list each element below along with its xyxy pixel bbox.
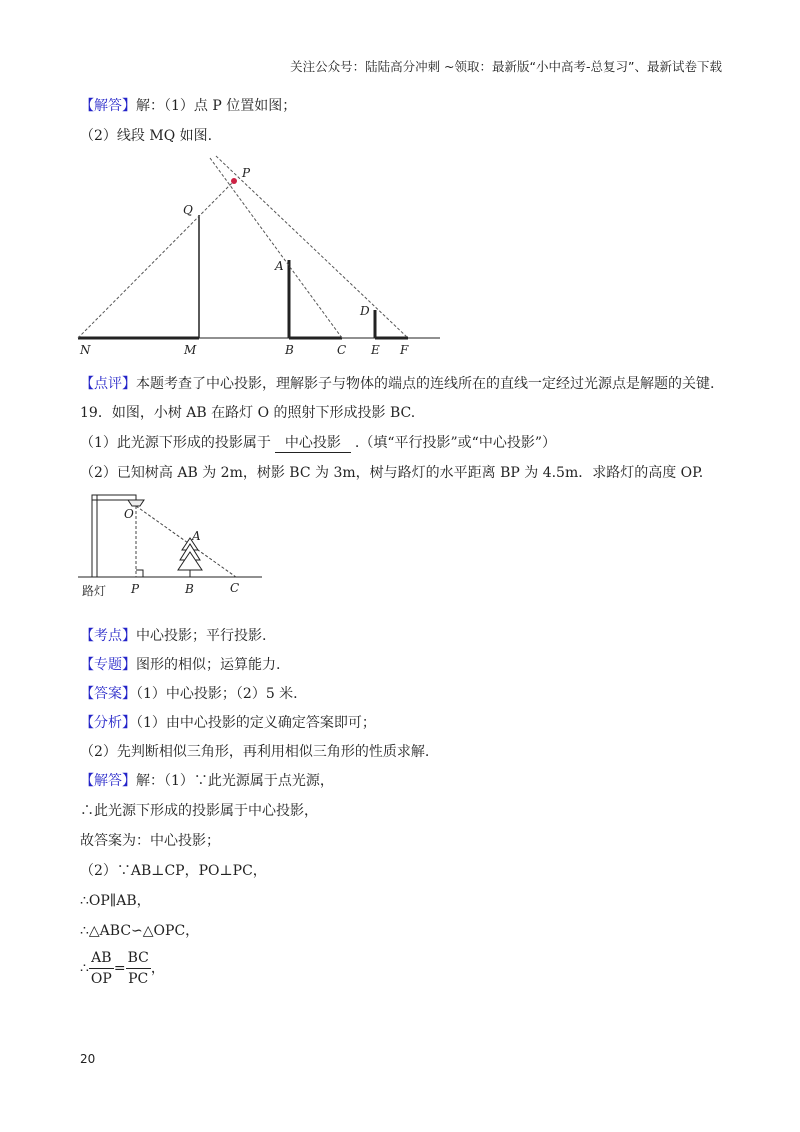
label-A: A (275, 259, 284, 273)
label-D: D (360, 304, 370, 318)
label-M: M (184, 343, 197, 357)
kaodian-tag: 【考点】 (80, 628, 136, 644)
fraction1-denominator: OP (90, 971, 112, 987)
page-header: 关注公众号：陆陆高分冲刺 ~领取：最新版“小中高考-总复习”、最新试卷下载 (290, 59, 722, 74)
solution19-line6: ∴△ABC∽△OPC， (80, 923, 200, 939)
label-Q: Q (183, 203, 193, 217)
tree-AB (178, 538, 202, 577)
solution19-line5: ∴OP∥AB， (80, 893, 151, 909)
solution18-line1 (80, 97, 296, 115)
label-P: P (242, 166, 251, 180)
part1-blank-answer: 中心投影 (275, 434, 351, 453)
solution-text: 解：（1）∵此光源属于点光源， (136, 773, 334, 789)
zhuanti-tag: 【专题】 (80, 657, 136, 673)
analysis-line2: （2）先判断相似三角形，再利用相似三角形的性质求解. (80, 744, 430, 760)
answer-text: （1）中心投影；（2）5 米. (136, 686, 298, 702)
solution-text: 解：（1）点 P 位置如图； (136, 98, 297, 114)
therefore-symbol: ∴ (80, 960, 89, 977)
label-E: E (371, 343, 380, 357)
fraction2-denominator: PC (128, 971, 149, 987)
equals-sign: = (113, 960, 126, 977)
solution19-line3: 故答案为：中心投影； (80, 833, 220, 849)
question19-part2: （2）已知树高 AB 为 2m，树影 BC 为 3m，树与路灯的水平距离 BP 为 4.5m．求路灯的高度 OP. (80, 465, 704, 481)
label-F: F (400, 343, 409, 357)
comment-text: 本题考查了中心投影，理解影子与物体的端点的连线所在的直线一定经过光源点是解题的关键. (136, 376, 715, 392)
lamp-head (128, 500, 144, 506)
comment-tag: 【点评】 (80, 376, 136, 392)
solution18-line2: （2）线段 MQ 如图. (80, 128, 213, 144)
ray-N-P (78, 181, 234, 338)
solution19-line2: ∴此光源下形成的投影属于中心投影， (80, 803, 318, 819)
solution-tag: 【解答】 (80, 98, 136, 114)
question19-part1 (80, 434, 556, 453)
solution19-line4: （2）∵AB⊥CP，PO⊥PC， (80, 863, 267, 879)
label-A: A (192, 529, 201, 543)
label-C: C (337, 343, 347, 357)
solution19-ratio (80, 948, 165, 989)
lamp-arm (92, 495, 136, 500)
zhuanti-text: 图形的相似；运算能力. (136, 657, 281, 673)
comment18 (80, 375, 714, 393)
label-streetlamp: 路灯 (82, 584, 107, 598)
answer-tag: 【答案】 (80, 686, 136, 702)
figure-streetlamp (76, 488, 276, 600)
solution19-line1 (80, 772, 334, 790)
fraction2-numerator: BC (126, 948, 151, 969)
solution-tag: 【解答】 (80, 773, 136, 789)
label-N: N (80, 343, 91, 357)
part1-before: （1）此光源下形成的投影属于 (80, 435, 271, 451)
zhuanti (80, 656, 280, 674)
analysis-line1 (80, 714, 376, 732)
label-B: B (185, 582, 194, 596)
point-P (231, 178, 237, 184)
fraction-AB-OP (89, 948, 114, 989)
kaodian-text: 中心投影；平行投影. (136, 628, 267, 644)
page-number: 20 (80, 1052, 96, 1066)
fraction1-numerator: AB (89, 948, 114, 969)
question19-stem: 19．如图，小树 AB 在路灯 O 的照射下形成投影 BC. (80, 405, 416, 421)
ratio-comma: ， (150, 960, 165, 977)
label-C: C (230, 581, 240, 595)
part1-after: .（填“平行投影”或“中心投影”） (354, 435, 557, 451)
label-P: P (131, 582, 140, 596)
analysis-text: （1）由中心投影的定义确定答案即可； (136, 715, 376, 731)
label-O: O (124, 507, 134, 521)
ray-P-D-F (216, 156, 408, 338)
label-B: B (285, 343, 294, 357)
analysis-tag: 【分析】 (80, 715, 136, 731)
right-angle-mark (136, 570, 143, 577)
fraction-BC-PC (126, 948, 151, 989)
kaodian (80, 627, 266, 645)
lamp-post (92, 495, 97, 577)
answer (80, 685, 298, 703)
figure-projection-1 (70, 150, 450, 360)
